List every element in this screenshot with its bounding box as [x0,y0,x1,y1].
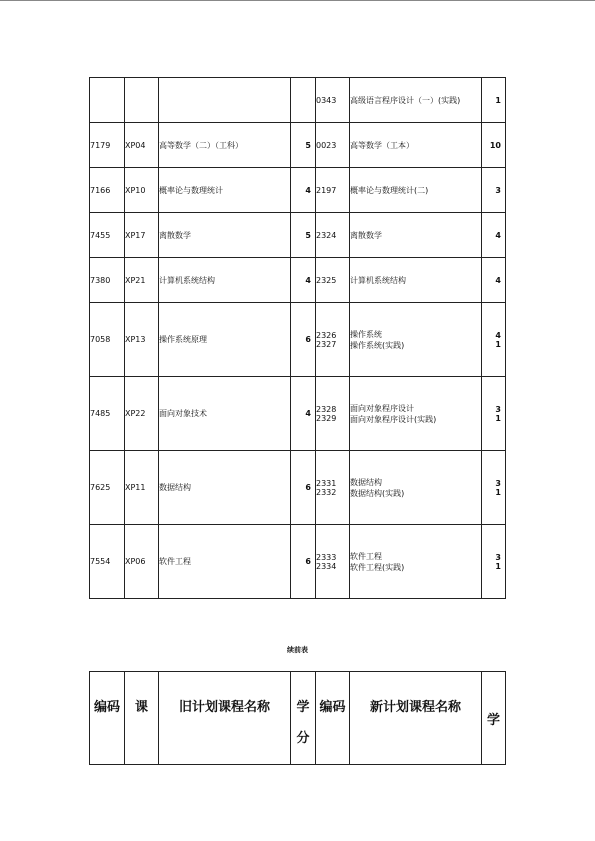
new-credit: 4 [495,230,501,240]
new-code-cell [316,123,350,168]
new-code-cell [316,525,350,599]
old-name-cell [159,258,291,303]
new-course-name: 面向对象程序设计(实践) [350,414,437,424]
old-course-name: 概率论与数理统计 [159,185,223,195]
old-credit: 6 [305,483,311,492]
new-name-cell [350,168,482,213]
new-credit-cell [482,78,506,123]
new-name-cell [350,303,482,377]
old-credit: 4 [305,275,311,285]
old-name-cell [159,303,291,377]
new-course-name: 操作系统 [350,329,382,339]
old-code-cell [90,258,125,303]
old-course-code: XP04 [125,140,146,150]
new-code-cell [316,258,350,303]
old-credit: 6 [305,557,311,566]
old-credit-cell [291,123,316,168]
old-credit-cell [291,168,316,213]
new-credit-cell [482,123,506,168]
new-code: 2324 [316,230,337,240]
old-code-cell [90,78,125,123]
old-course-code: XP13 [125,335,146,344]
new-code: 2331 [316,478,337,488]
old-course-code: XP11 [125,483,146,492]
new-course-name: 软件工程(实践) [350,562,405,572]
new-credit: 3 [495,552,501,562]
new-code: 2329 [316,413,337,423]
table-row [90,168,506,213]
old-code: 7554 [90,557,111,566]
table-row [90,451,506,525]
table-row [90,258,506,303]
new-code-cell [316,303,350,377]
new-credit-cell [482,213,506,258]
new-course-name: 面向对象程序设计 [350,403,414,413]
old-course-name: 离散数学 [159,230,191,240]
new-code: 2325 [316,275,337,285]
new-name-cell [350,258,482,303]
new-credit: 1 [495,413,501,423]
new-credit: 1 [495,95,501,105]
old-course-name: 面向对象技术 [159,409,207,418]
new-credit: 4 [495,275,501,285]
old-name-cell [159,525,291,599]
old-code: 7166 [90,185,111,195]
old-code: 7485 [90,409,111,418]
new-code: 2328 [316,404,337,414]
table-row [90,525,506,599]
old-course-name: 数据结构 [159,483,191,492]
old-course-cell [125,451,159,525]
new-credit-cell [482,525,506,599]
old-credit-cell [291,213,316,258]
new-credit: 1 [495,339,501,349]
header-new-credit: 学 [482,672,506,765]
old-course-code: XP10 [125,185,146,195]
old-course-code: XP06 [125,557,146,566]
old-course-name: 操作系统原理 [159,335,207,344]
old-course-cell [125,258,159,303]
old-name-cell [159,168,291,213]
old-course-cell [125,213,159,258]
table-row [90,377,506,451]
header-old-credit: 学 分 [291,672,316,765]
old-credit: 4 [305,185,311,195]
new-credit: 3 [495,185,501,195]
old-name-cell [159,123,291,168]
new-code-cell [316,377,350,451]
new-code: 2197 [316,185,337,195]
new-credit: 1 [495,487,501,497]
old-course-cell [125,525,159,599]
new-course-name: 计算机系统结构 [350,275,406,285]
old-credit: 4 [305,409,311,418]
continued-table-title: 续前表 [287,646,308,654]
old-credit: 6 [305,335,311,344]
new-code: 2327 [316,339,337,349]
new-credit-cell [482,168,506,213]
new-name-cell [350,78,482,123]
new-name-cell [350,377,482,451]
new-course-name: 高级语言程序设计（一）(实践) [350,95,461,105]
old-credit-cell [291,525,316,599]
old-course-name: 高等数学（二）（工科） [159,140,243,150]
new-credit-cell [482,258,506,303]
table-row [90,123,506,168]
new-code-cell [316,78,350,123]
new-credit: 1 [495,561,501,571]
table-row [90,78,506,123]
old-course-cell [125,377,159,451]
new-credit: 4 [495,330,501,340]
header-new-code: 编码 [316,672,350,765]
old-course-cell [125,78,159,123]
old-code: 7625 [90,483,111,492]
old-credit-cell [291,451,316,525]
continued-table-header [89,671,506,765]
old-code-cell [90,377,125,451]
old-name-cell [159,78,291,123]
new-name-cell [350,213,482,258]
old-credit-cell [291,258,316,303]
old-credit-cell [291,303,316,377]
old-course-cell [125,303,159,377]
new-course-name: 离散数学 [350,230,382,240]
old-code: 7058 [90,335,111,344]
old-course-code: XP17 [125,230,146,240]
new-credit: 10 [489,140,501,150]
old-credit-cell [291,78,316,123]
new-code: 0023 [316,140,337,150]
new-course-name: 软件工程 [350,551,382,561]
old-code-cell [90,168,125,213]
old-name-cell [159,377,291,451]
table-row [90,213,506,258]
new-course-name: 操作系统(实践) [350,340,405,350]
header-row [90,672,506,765]
old-course-cell [125,123,159,168]
old-course-cell [125,168,159,213]
old-course-name: 软件工程 [159,557,191,566]
old-code-cell [90,123,125,168]
old-code-cell [90,213,125,258]
old-code: 7179 [90,140,111,150]
new-code-cell [316,168,350,213]
new-code: 2326 [316,330,337,340]
new-name-cell [350,123,482,168]
new-credit-cell [482,377,506,451]
header-new-name: 新计划课程名称 [350,672,482,765]
new-name-cell [350,525,482,599]
old-course-name: 计算机系统结构 [159,275,215,285]
new-course-name: 数据结构(实践) [350,488,405,498]
new-credit-cell [482,303,506,377]
page-top-rule [0,0,595,1]
old-name-cell [159,213,291,258]
table-row [90,303,506,377]
header-old-name: 旧计划课程名称 [159,672,291,765]
old-credit: 5 [305,140,311,150]
new-code-cell [316,451,350,525]
new-credit-cell [482,451,506,525]
header-code: 编码 [90,672,125,765]
old-code-cell [90,451,125,525]
old-code-cell [90,303,125,377]
course-mapping-table [89,77,506,599]
old-name-cell [159,451,291,525]
new-credit: 3 [495,478,501,488]
old-code-cell [90,525,125,599]
old-credit: 5 [305,230,311,240]
old-code: 7380 [90,275,111,285]
new-name-cell [350,451,482,525]
new-code-cell [316,213,350,258]
header-course: 课 [125,672,159,765]
new-code: 2334 [316,561,337,571]
new-credit: 3 [495,404,501,414]
old-course-code: XP21 [125,275,146,285]
new-course-name: 高等数学（工本） [350,140,414,150]
new-course-name: 数据结构 [350,477,382,487]
new-code: 2333 [316,552,337,562]
new-course-name: 概率论与数理统计(二) [350,185,429,195]
new-code: 0343 [316,95,337,105]
new-code: 2332 [316,487,337,497]
old-code: 7455 [90,230,111,240]
old-course-code: XP22 [125,409,146,418]
old-credit-cell [291,377,316,451]
